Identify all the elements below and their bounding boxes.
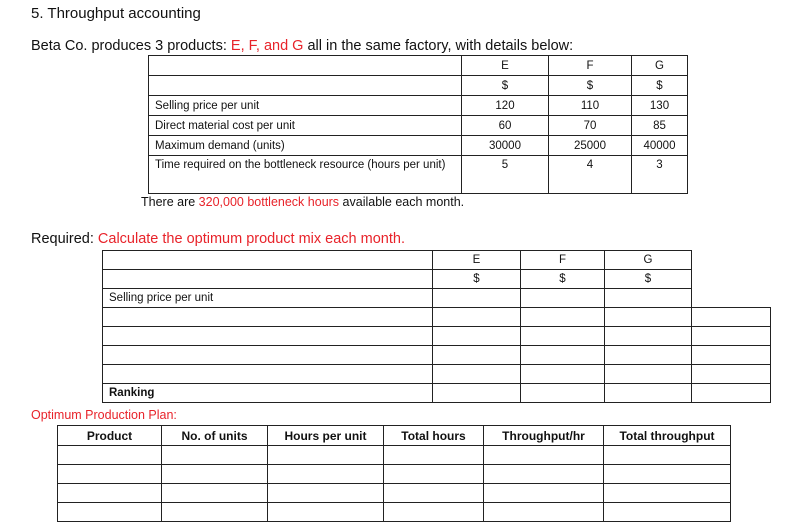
col-header-f: F xyxy=(521,251,605,270)
row-label: Maximum demand (units) xyxy=(149,136,462,156)
table-row xyxy=(58,446,731,465)
cell-value: 30000 xyxy=(462,136,549,156)
currency-f: $ xyxy=(521,270,605,289)
col-header-e: E xyxy=(462,56,549,76)
table-row xyxy=(103,365,771,384)
header-units: No. of units xyxy=(162,426,268,446)
cell-value: 85 xyxy=(632,116,688,136)
table-row xyxy=(149,136,688,156)
plan-label: Optimum Production Plan: xyxy=(31,408,177,422)
table-row xyxy=(149,116,688,136)
cell-value: 110 xyxy=(549,96,632,116)
currency-g: $ xyxy=(605,270,692,289)
currency-g: $ xyxy=(632,76,688,96)
table-row xyxy=(103,308,771,327)
table-row xyxy=(149,96,688,116)
table-row xyxy=(149,156,688,194)
cell-value: 5 xyxy=(462,156,549,194)
table-row xyxy=(58,484,731,503)
product-names: E, F, and G xyxy=(230,38,304,54)
required-text: Required: Calculate the optimum product mix each month. xyxy=(31,231,405,247)
col-header-g: G xyxy=(605,251,692,270)
section-heading: 5. Throughput accounting xyxy=(31,5,201,22)
col-header-f: F xyxy=(549,56,632,76)
cell-value: 120 xyxy=(462,96,549,116)
ranking-label: Ranking xyxy=(103,384,433,403)
table-row xyxy=(58,503,731,522)
table-row xyxy=(103,384,771,403)
row-label: Selling price per unit xyxy=(103,289,433,308)
cell-value: 60 xyxy=(462,116,549,136)
cell-value: 4 xyxy=(549,156,632,194)
table-row xyxy=(103,346,771,365)
cell-value: 40000 xyxy=(632,136,688,156)
intro-text: Beta Co. produces 3 products: E, F, and G all in the same factory, with details below: xyxy=(31,38,574,54)
cell-value: 130 xyxy=(632,96,688,116)
bottleneck-hours: 320,000 bottleneck hours xyxy=(198,195,340,209)
bottleneck-note: There are 320,000 bottleneck hours available each month. xyxy=(141,195,465,209)
header-throughput-hr: Throughput/hr xyxy=(484,426,604,446)
table-row xyxy=(103,327,771,346)
row-label: Time required on the bottleneck resource (hours per unit) xyxy=(149,156,462,194)
header-hours-per-unit: Hours per unit xyxy=(268,426,384,446)
currency-e: $ xyxy=(462,76,549,96)
working-table xyxy=(102,250,771,403)
col-header-g: G xyxy=(632,56,688,76)
header-product: Product xyxy=(58,426,162,446)
cell-value: 70 xyxy=(549,116,632,136)
cell-value: 25000 xyxy=(549,136,632,156)
currency-e: $ xyxy=(433,270,521,289)
col-header-e: E xyxy=(433,251,521,270)
row-label: Direct material cost per unit xyxy=(149,116,462,136)
header-total-hours: Total hours xyxy=(384,426,484,446)
requirement: Calculate the optimum product mix each month. xyxy=(97,231,405,247)
cell-value: 3 xyxy=(632,156,688,194)
header-total-throughput: Total throughput xyxy=(604,426,731,446)
product-details-table xyxy=(148,55,688,194)
table-row xyxy=(58,465,731,484)
row-label: Selling price per unit xyxy=(149,96,462,116)
table-row xyxy=(103,289,771,308)
currency-f: $ xyxy=(549,76,632,96)
production-plan-table xyxy=(57,425,731,522)
